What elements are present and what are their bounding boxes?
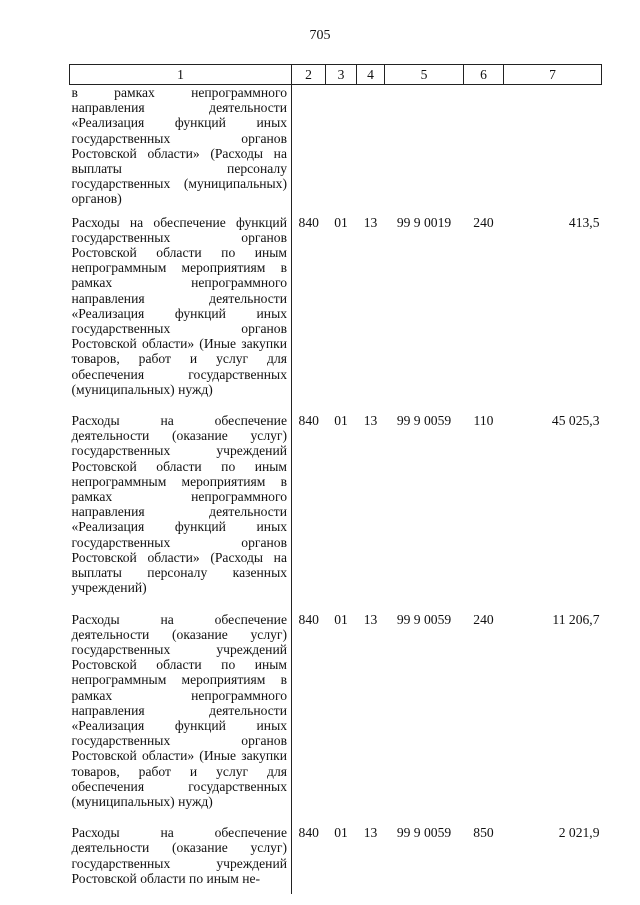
row-subsection-code: 13 [363,214,378,230]
row-target-article: 99 9 0059 [396,825,452,841]
header-col-3: 3 [326,65,357,85]
row-amount: 2 021,9 [558,825,600,841]
table-row [70,817,602,894]
row-target-article: 99 9 0059 [396,413,452,429]
header-col-5: 5 [385,65,464,85]
budget-table [69,64,602,894]
row-subsection-code [357,85,385,207]
row-description: Расходы на обеспечение деятельности (оказание услуг) государственных учреждений Ростовской области по иным не- [70,817,292,894]
row-ministry-code: 840 [298,611,319,627]
row-expense-type [464,85,504,207]
row-subsection-code: 13 [363,611,378,627]
row-target-article [385,85,464,207]
row-subsection-code: 13 [363,413,378,429]
row-section-code [326,85,357,207]
row-ministry-code: 840 [298,413,319,429]
row-ministry-code: 840 [298,214,319,230]
row-amount: 45 025,3 [551,413,600,429]
table-row [70,405,602,603]
row-section-code: 01 [334,214,348,230]
row-section-code: 01 [334,413,348,429]
row-description: Расходы на обеспечение деятельности (оказание услуг) государственных учреждений Ростовской области по иным непрограммным мероприятиям в рамках непрограммного направления деятельности «Реализация функций иных государственных органов Ростовской области» (Расходы на выплаты персоналу казенных учреждений) [70,405,292,603]
header-col-7: 7 [504,65,602,85]
row-expense-type: 240 [473,611,494,627]
row-amount: 413,5 [568,214,600,230]
row-amount: 11 206,7 [552,611,600,627]
row-expense-type: 110 [473,413,494,429]
table-row [70,85,602,207]
row-ministry-code: 840 [298,825,319,841]
header-col-2: 2 [292,65,326,85]
header-row [70,65,602,85]
table-row [70,207,602,405]
row-subsection-code: 13 [363,825,378,841]
page-number: 705 [309,28,331,43]
table-row [70,604,602,818]
row-section-code: 01 [334,611,348,627]
row-ministry-code [292,85,326,207]
header-col-4: 4 [357,65,385,85]
row-expense-type: 240 [473,214,494,230]
row-section-code: 01 [334,825,348,841]
row-description: в рамках непрограммного направления деятельности «Реализация функций иных государственных органов Ростовской области» (Расходы на выплаты персоналу государственных (муниципальных) органов) [70,85,292,207]
row-target-article: 99 9 0059 [396,611,452,627]
row-description: Расходы на обеспечение деятельности (оказание услуг) государственных учреждений Ростовской области по иным непрограммным мероприятиям в рамках непрограммного направления деятельности «Реализация функций иных государственных органов Ростовской области» (Иные закупки товаров, работ и услуг для обеспечения государственных (муниципальных) нужд) [70,604,292,818]
table-header [70,65,602,85]
row-expense-type: 850 [473,825,494,841]
table-body [70,85,602,894]
row-amount [504,85,602,207]
header-col-6: 6 [464,65,504,85]
row-description: Расходы на обеспечение функций государственных органов Ростовской области по иным непрограммным мероприятиям в рамках непрограммного направления деятельности «Реализация функций иных государственных органов Ростовской области» (Иные закупки товаров, работ и услуг для обеспечения государственных (муниципальных) нужд) [70,207,292,405]
row-target-article: 99 9 0019 [396,214,452,230]
header-col-1: 1 [70,65,292,85]
